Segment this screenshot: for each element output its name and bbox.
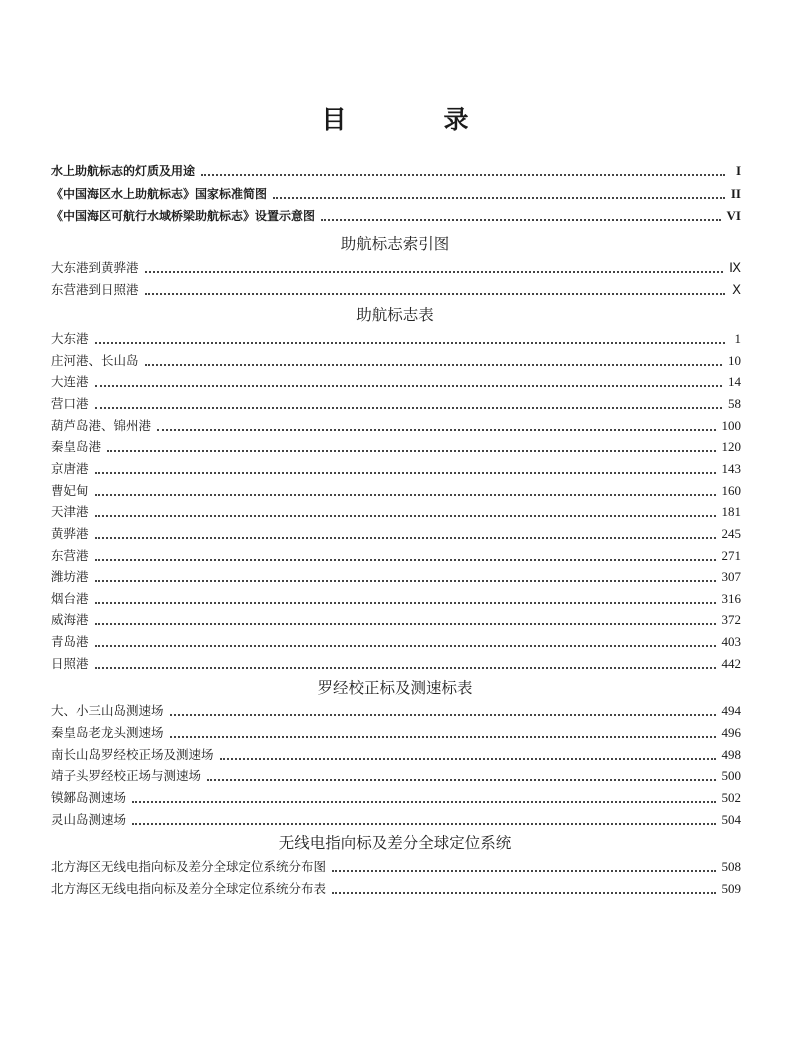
toc-entry-label: 庄河港、长山岛 <box>51 353 139 368</box>
dot-leader <box>170 736 716 738</box>
toc-entry[interactable] <box>51 481 741 501</box>
dot-leader <box>321 219 721 221</box>
toc-entry-label: 烟台港 <box>51 591 89 606</box>
toc-entry-page-number: 14 <box>728 374 741 389</box>
toc-entry-page-number: I <box>735 163 741 178</box>
toc-entry[interactable] <box>51 567 741 587</box>
dot-leader <box>170 714 716 716</box>
toc-entry-label: 《中国海区水上助航标志》国家标准简图 <box>51 187 268 201</box>
dot-leader <box>273 197 725 199</box>
toc-entry-page-number: 120 <box>721 439 741 454</box>
toc-entry-label: 北方海区无线电指向标及差分全球定位系统分布表 <box>51 881 327 896</box>
toc-entry-label: 秦皇岛港 <box>51 439 102 454</box>
toc-entry-page-number: Ⅸ <box>729 260 741 275</box>
section-heading: 罗经校正标及测速标表 <box>317 679 473 697</box>
toc-entry-page-number: 509 <box>721 881 741 896</box>
toc-entry-page-number: VI <box>726 208 741 223</box>
dot-leader <box>95 494 716 496</box>
page-title: 目 录 <box>321 105 505 134</box>
toc-entry-page-number: 502 <box>721 790 741 805</box>
dot-leader <box>95 342 725 344</box>
toc-entry-page-number: 181 <box>721 504 741 519</box>
toc-entry[interactable] <box>51 206 741 226</box>
toc-entry[interactable] <box>51 879 741 899</box>
dot-leader <box>332 892 715 894</box>
dot-leader <box>95 537 716 539</box>
dot-leader <box>95 645 716 647</box>
toc-entry-label: 日照港 <box>51 656 89 671</box>
toc-entry-page-number: 496 <box>721 725 741 740</box>
dot-leader <box>157 429 715 431</box>
toc-entry-page-number: 500 <box>721 768 741 783</box>
toc-entry-label: 靖子头罗经校正场与测速场 <box>51 768 202 783</box>
toc-entry-label: 东营港 <box>51 548 89 563</box>
toc-entry-label: 曹妃甸 <box>51 483 89 498</box>
toc-entry[interactable] <box>51 546 741 566</box>
toc-entry[interactable] <box>51 810 741 830</box>
toc-entry-label: 大东港 <box>51 331 89 346</box>
toc-entry[interactable] <box>51 372 741 392</box>
dot-leader <box>95 407 722 409</box>
toc-entry[interactable] <box>51 632 741 652</box>
dot-leader <box>207 779 715 781</box>
toc-entry[interactable] <box>51 459 741 479</box>
toc-entry-label: 镆鋣岛测速场 <box>51 790 127 805</box>
toc-entry-page-number: 271 <box>721 548 741 563</box>
toc-entry-label: 天津港 <box>51 504 89 519</box>
toc-entry-page-number: Ⅹ <box>732 282 741 297</box>
toc-entry[interactable] <box>51 280 741 300</box>
toc-entry-page-number: 372 <box>721 612 741 627</box>
toc-entry-page-number: II <box>730 186 741 201</box>
toc-entry[interactable] <box>51 524 741 544</box>
toc-entry-label: 京唐港 <box>51 461 89 476</box>
dot-leader <box>145 293 725 295</box>
dot-leader <box>95 602 716 604</box>
dot-leader <box>95 559 716 561</box>
dot-leader <box>95 515 716 517</box>
toc-entry-page-number: 307 <box>721 569 741 584</box>
toc-entry-label: 潍坊港 <box>51 569 89 584</box>
toc-entry-label: 大连港 <box>51 374 89 389</box>
toc-entry-page-number: 403 <box>721 634 741 649</box>
toc-entry-label: 水上助航标志的灯质及用途 <box>51 164 196 178</box>
toc-entry[interactable] <box>51 329 741 349</box>
toc-entry-page-number: 508 <box>721 859 741 874</box>
dot-leader <box>132 801 715 803</box>
section-heading: 无线电指向标及差分全球定位系统 <box>278 834 512 852</box>
toc-entry-page-number: 100 <box>721 418 741 433</box>
toc-entry[interactable] <box>51 766 741 786</box>
toc-entry[interactable] <box>51 502 741 522</box>
toc-entry-label: 营口港 <box>51 396 89 411</box>
toc-entry[interactable] <box>51 161 741 181</box>
toc-entry-label: 黄骅港 <box>51 526 89 541</box>
dot-leader <box>95 385 722 387</box>
dot-leader <box>107 450 715 452</box>
toc-entry[interactable] <box>51 184 741 204</box>
toc-entry[interactable] <box>51 258 741 278</box>
dot-leader <box>95 667 716 669</box>
dot-leader <box>95 580 716 582</box>
toc-entry-label: 青岛港 <box>51 634 89 649</box>
toc-entry-page-number: 1 <box>734 331 741 346</box>
toc-entry-label: 东营港到日照港 <box>51 282 139 297</box>
toc-entry[interactable] <box>51 857 741 877</box>
dot-leader <box>145 364 722 366</box>
toc-entry-page-number: 143 <box>721 461 741 476</box>
toc-entry-label: 《中国海区可航行水域桥梁助航标志》设置示意图 <box>51 209 316 223</box>
section-heading: 助航标志索引图 <box>340 235 450 253</box>
toc-entry[interactable] <box>51 610 741 630</box>
toc-entry-page-number: 58 <box>728 396 741 411</box>
toc-entry-label: 秦皇岛老龙头测速场 <box>51 725 164 740</box>
toc-entry-page-number: 442 <box>721 656 741 671</box>
toc-entry[interactable] <box>51 351 741 371</box>
toc-entry-label: 葫芦岛港、锦州港 <box>51 418 152 433</box>
toc-entry[interactable] <box>51 394 741 414</box>
toc-entry-label: 南长山岛罗经校正场及测速场 <box>51 747 214 762</box>
dot-leader <box>132 823 715 825</box>
toc-entry[interactable] <box>51 723 741 743</box>
toc-entry-page-number: 494 <box>721 703 741 718</box>
toc-entry-page-number: 10 <box>728 353 741 368</box>
toc-entry[interactable] <box>51 589 741 609</box>
dot-leader <box>95 472 716 474</box>
toc-entry-page-number: 498 <box>721 747 741 762</box>
toc-entry-page-number: 245 <box>721 526 741 541</box>
toc-entry-page-number: 504 <box>721 812 741 827</box>
dot-leader <box>95 623 716 625</box>
toc-entry-label: 大、小三山岛测速场 <box>51 703 164 718</box>
toc-entry-page-number: 160 <box>721 483 741 498</box>
toc-entry-label: 大东港到黄骅港 <box>51 260 139 275</box>
toc-entry-label: 灵山岛测速场 <box>51 812 127 827</box>
dot-leader <box>332 870 715 872</box>
toc-entry-label: 北方海区无线电指向标及差分全球定位系统分布图 <box>51 859 327 874</box>
dot-leader <box>220 758 716 760</box>
dot-leader <box>145 271 724 273</box>
toc-entry[interactable] <box>51 745 741 765</box>
toc-entry-label: 威海港 <box>51 612 89 627</box>
dot-leader <box>201 174 725 176</box>
toc-entry[interactable] <box>51 701 741 721</box>
toc-entry[interactable] <box>51 416 741 436</box>
toc-entry-page-number: 316 <box>721 591 741 606</box>
section-heading: 助航标志表 <box>356 306 434 324</box>
toc-entry[interactable] <box>51 788 741 808</box>
toc-entry[interactable] <box>51 437 741 457</box>
toc-entry[interactable] <box>51 654 741 674</box>
